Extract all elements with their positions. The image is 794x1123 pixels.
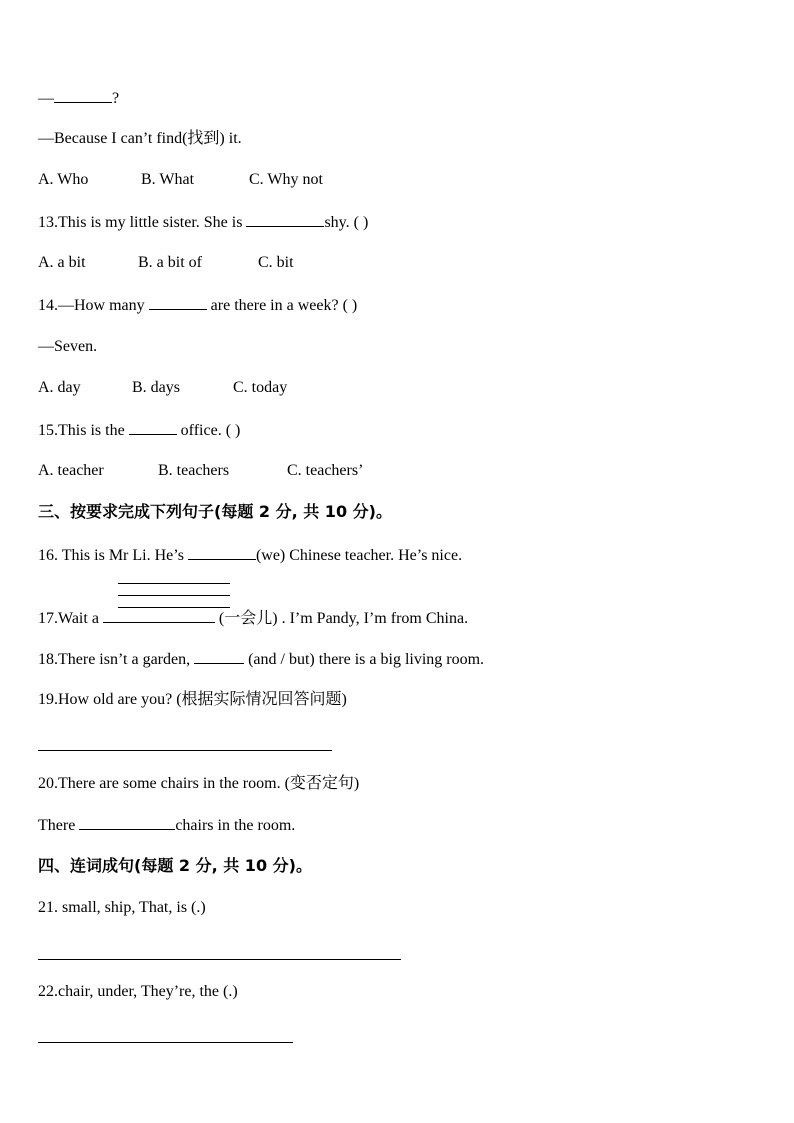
q19-line: 19.How old are you? (根据实际情况回答问题) (38, 691, 347, 708)
q18-line (38, 649, 484, 670)
q12-question-mark: ? (112, 90, 120, 107)
q12-option-a[interactable]: A. Who (38, 171, 89, 188)
q15-prefix: 15.This is the (38, 422, 129, 439)
q17-guide-line-1 (118, 583, 230, 584)
q15-blank[interactable] (129, 420, 177, 435)
q13-suffix: shy. ( ) (324, 214, 369, 231)
q15-option-c[interactable]: C. teachers’ (287, 462, 364, 479)
q18-prefix: 18.There isn’t a garden, (38, 651, 195, 668)
q14-answer-line: —Seven. (38, 338, 98, 355)
q16-blank[interactable] (188, 545, 256, 560)
q20-line: 20.There are some chairs in the room. (变否定句) (38, 775, 360, 792)
q15-option-b[interactable]: B. teachers (158, 462, 230, 479)
q14-option-a[interactable]: A. day (38, 379, 81, 396)
q20-answer-prefix: There (38, 817, 80, 834)
q13-options (38, 253, 294, 273)
q21-answer-line[interactable] (38, 959, 401, 960)
q19-answer-line[interactable] (38, 750, 332, 751)
q13-blank[interactable] (246, 212, 324, 227)
q17-prefix: 17.Wait a (38, 610, 103, 627)
q15-option-a[interactable]: A. teacher (38, 462, 104, 479)
q15-options (38, 461, 363, 481)
q12-blank[interactable] (54, 88, 112, 103)
q18-blank[interactable] (194, 649, 244, 664)
section-3-heading: 三、按要求完成下列句子(每题 2 分, 共 10 分)。 (38, 502, 392, 521)
q12-option-c[interactable]: C. Why not (249, 171, 323, 188)
q17-line (38, 608, 468, 629)
q12-option-b[interactable]: B. What (141, 171, 195, 188)
q16-prefix: 16. This is Mr Li. He’s (38, 547, 188, 564)
q17-guide-line-2 (118, 595, 230, 596)
q12-options (38, 170, 323, 190)
section-4-heading: 四、连词成句(每题 2 分, 共 10 分)。 (38, 856, 312, 875)
q16-suffix: (we) Chinese teacher. He’s nice. (255, 547, 463, 564)
q14-blank[interactable] (149, 295, 207, 310)
q13-option-b[interactable]: B. a bit of (138, 254, 202, 271)
q12-question-line (38, 88, 119, 109)
q21-line: 21. small, ship, That, is (.) (38, 899, 206, 916)
q16-line (38, 545, 462, 566)
q14-question-line (38, 295, 357, 316)
q22-answer-line[interactable] (38, 1042, 293, 1043)
q14-options (38, 378, 287, 398)
q12-dash: — (38, 90, 54, 107)
q13-option-a[interactable]: A. a bit (38, 254, 86, 271)
q14-option-b[interactable]: B. days (132, 379, 180, 396)
q14-option-c[interactable]: C. today (233, 379, 288, 396)
q20-answer-suffix: chairs in the room. (175, 817, 296, 834)
q13-question-line (38, 212, 368, 233)
q18-suffix: (and / but) there is a big living room. (244, 651, 485, 668)
q14-suffix: are there in a week? ( ) (206, 297, 358, 314)
q17-blank[interactable] (103, 608, 215, 623)
q13-prefix: 13.This is my little sister. She is (38, 214, 247, 231)
q13-option-c[interactable]: C. bit (258, 254, 294, 271)
q14-prefix: 14.—How many (38, 297, 149, 314)
q15-suffix: office. ( ) (176, 422, 241, 439)
q12-reply-line: —Because I can’t find(找到) it. (38, 130, 242, 147)
q15-question-line (38, 420, 240, 441)
q22-line: 22.chair, under, They’re, the (.) (38, 983, 238, 1000)
q20-blank[interactable] (79, 815, 175, 830)
q20-answer-line (38, 815, 295, 836)
q17-suffix: (一会儿) . I’m Pandy, I’m from China. (214, 610, 469, 627)
